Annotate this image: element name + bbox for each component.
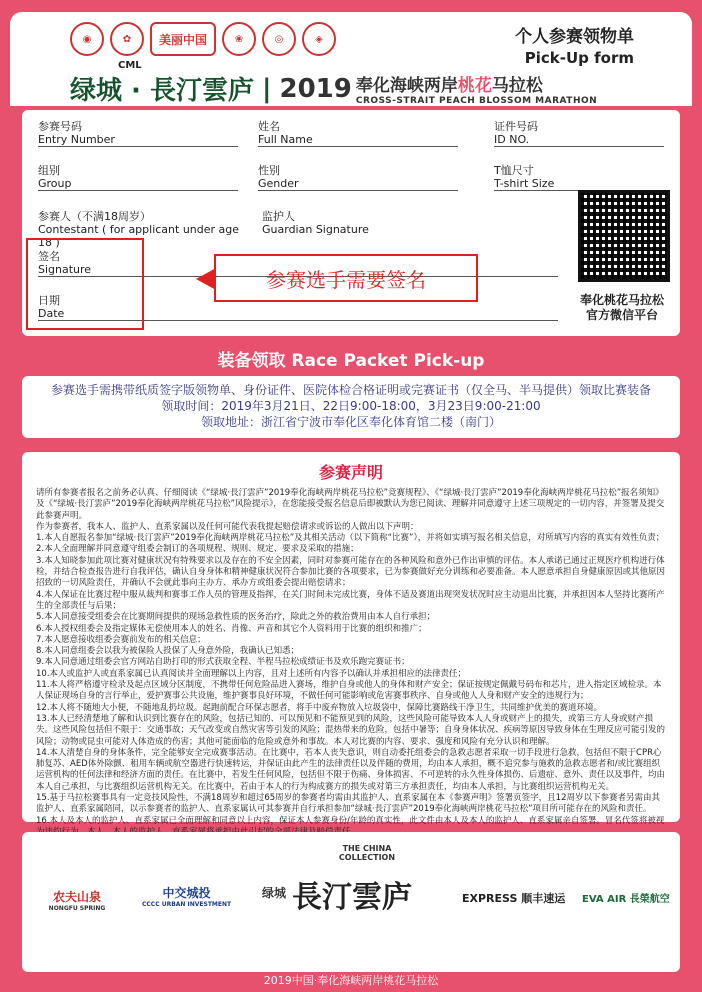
title-sub (356, 71, 597, 106)
sponsor-logo-icon: ◈ (302, 22, 336, 56)
qr-code-icon (578, 190, 670, 282)
sponsor-logos (70, 22, 336, 56)
date-field[interactable]: 日期 Date (38, 294, 558, 321)
sponsor-logo-icon: ✿ (110, 22, 144, 56)
form-title (515, 22, 634, 67)
nongfu-logo: 农夫山泉 NONGFU SPRING (48, 890, 106, 912)
sponsor-logo-icon: ❀ (222, 22, 256, 56)
sponsor-logo-icon: ◉ (70, 22, 104, 56)
declaration-box (22, 452, 680, 826)
sponsors-box (22, 832, 680, 972)
title-cn: 奉化海峡两岸桃花马拉松 (355, 76, 543, 96)
signature-field[interactable]: 签名 Signature (38, 250, 558, 277)
changting-logo: 長汀雲庐 (292, 880, 412, 915)
entrant-info-box (22, 110, 680, 336)
gender-field[interactable]: 性别 Gender (258, 164, 458, 191)
sign-note-arrow: 参赛选手需要签名 (214, 254, 478, 302)
form-title-cn: 个人参赛领物单 (515, 27, 634, 47)
pickup-box (22, 376, 680, 438)
form-title-en: Pick-Up form (524, 49, 634, 67)
guardian-field[interactable]: 监护人 Guardian Signature (262, 210, 369, 236)
id-field[interactable]: 证件号码 ID NO. (494, 120, 664, 147)
header (10, 12, 692, 106)
title-separator: | (261, 73, 272, 104)
lvcheng-label: 绿城 (262, 886, 287, 900)
footer: 2019中国·奉化海峡两岸桃花马拉松 (263, 974, 439, 987)
name-field[interactable]: 姓名 Full Name (258, 120, 458, 147)
title-en: CROSS-STRAIT PEACH BLOSSOM MARATHON (355, 96, 598, 106)
contestant-label: 参赛人（不满18周岁） Contestant ( for applicant under age 18 ) (38, 210, 240, 249)
sponsor-logo-icon: ◎ (262, 22, 296, 56)
china-collection-logo: THE CHINA COLLECTION (338, 844, 396, 862)
pickup-line-1: 参赛选手需携带纸质签字版领物单、身份证件、医院体检合格证明或完赛证书（仅全马、半马提供）领取比赛装备 (50, 383, 651, 397)
brand: 绿城 · 長汀雲庐 (70, 76, 254, 106)
pickup-line-2: 领取时间：2019年3月21日、22日9:00-18:00，3月23日9:00-21:00 (161, 399, 541, 413)
eva-air-logo: EVA AIR 長榮航空 (582, 894, 670, 905)
pickup-line-3: 领取地址：浙江省宁波市奉化区奉化体育馆二楼（南门） (200, 415, 501, 429)
declaration-body: 请所有参赛者报名之前务必认真、仔细阅读《“绿城·長汀雲庐”2019奉化海峡两岸桃花马拉松”竞赛规程》、《“绿城·長汀雲庐”2019奉化海峡两岸桃花马拉松”报名须知》及《“绿城·長汀雲庐”2019奉化海峡两岸桃花马拉松”风险提示》，在您能接受报名信息后即被默认为您已阅读、理解并同意遵守上述三项规定的一切内容，并签署及提交此参赛声明。 作为参赛者，我本人、监护人、直系家属以及任何可能代表我提起赔偿请求或诉讼的人做出以下声明： 1.本人自愿报名参加“绿城·長汀雲庐”2019奉化海峡两岸桃花马拉松”及其相关活动（以下简称“比赛”），并将如实填写报名相关信息，对所填写内容的真实有效性负责； 2.本人全面理解并同意遵守组委会制订的各项规程、规则、规定、要求及采取的措施； 3.本人知晓参加此项比赛对健康状况有特殊要求以及存在的不安全因素，同时对参赛可能存在的各种风险和意外已作出审慎的评估。本人承诺已通过正规医疗机构进行体检，并结合检查报告进行自我评估，确认自身身体和精神健康状况符合参加比赛的各项要求，已为参赛做好充分训练和必要准备。本人愿意承担自身健康原因或其他原因招致的一切风险责任，并确认不会就此事向主办方、承办方或组委会提出赔偿请求； 4.本人保证在比赛过程中服从裁判和赛事工作人员的管理及指挥，在关门时间未完成比赛，身体不适及赛道出现突发状况时应主动退出比赛，并承担因本人坚持比赛所产生的全部责任与后果； 5.本人同意接受组委会在比赛期间提供的现场急救性质的医务治疗，除此之外的救治费用由本人自行承担； 6.本人授权组委会及指定媒体无偿使用本人的姓名、肖像、声音和其它个人资料用于比赛的组织和推广； 7.本人愿意接收组委会赛前发布的相关信息； 8.本人同意组委会以我为被保险人投保了人身意外险，我确认已知悉； 9.本人同意通过组委会官方网站自助打印的形式获取全程、半程马拉松成绩证书及欢乐跑完赛证书； 10.本人或监护人或直系家属已认真阅读并全面理解以上内容，且对上述所有内容予以确认并承担相应的法律责任； 11.本人将严格遵守检录及起点区域分区制度，不携带任何危险品进入赛场，维护自身或他人的身体和财产安全；保证按规定佩戴号码布和芯片，进入指定区域检录。本人保证现场自身的言行举止，爱护赛事公共设施，维护赛事良好环境，不做任何可能影响或危害赛事秩序、自身或他人人身和财产安全的违规行为； 12.本人将不随地大小便，不随地乱扔垃圾。起跑前配合环保志愿者，将手中废弃物放入垃圾袋中，保障比赛路线干净卫生，共同维护优美的赛道环境。 13.本人已经清楚地了解和认识到比赛存在的风险，包括已知的、可以预见和不能预见到的风险，这些风险可能导致本人人身或财产上的损失，或第三方人身或财产损失。这些风险包括但不限于：交通事故；天气改变或自然灾害等引发的风险；混热带来的危险，包括中暑等；自身身体状况、疾病等原因导致身体在生理反应可能引发的风险；动物或昆虫可能对人体造成的伤害；其他可能面临的危险或意外和事故。本人对比赛的内容、要求、强度和风险有充分认识和理解。 14.本人清楚自身的身体条件，完全能够安全完成赛事活动。在比赛中，若本人丧失意识，则自动委托组委会的急救志愿者采取一切手段进行急救，包括但不限于CPR心肺复苏、AED体外除颤、租用车辆或航空器进行快速转运，并保证由此产生的法律责任以及伴随的费用，均由本人承担，概不追究参与施救的急救志愿者和/或比赛组织运营机构的任何法律和经济方面的责任。在比赛中，若发生任何风险，包括但不限于伤痛、身体损害、不可逆转的永久性身体损伤、后遗症、意外、责任以及事件，均由本人自己承担，与比赛组织运营机构无关。在比赛中，若由于本人的行为构成赛方的损失或对第三方承担责任，均由本人承担，与比赛组织运营机构无关。 15.基于马拉松赛事具有一定竞技风险性，不满18周岁和超过65周岁的参赛者均需由其监护人、直系家属在本《参赛声明》签署页签字，且12周岁以下参赛者另需由其监护人、直系家属陪同，以示参赛者的监护人、直系家属认可其参赛并自行承担参加“绿城·長汀雲庐”2019奉化海峡两岸桃花马拉松”项目所可能存在的风险和责任。 16.本人及本人的监护人、直系家属已全面理解和同意以上内容，保证本人参赛身份/年龄的真实性，此文件由本人及本人的监护人、直系家属亲自签署。冒名代签将被视 (36, 488, 666, 826)
cccc-logo: 中交城投 CCCC URBAN INVESTMENT (142, 886, 232, 908)
declaration-title: 参赛声明 (318, 463, 383, 482)
cml-label: CML (118, 60, 142, 71)
pickup-title: 装备领取 Race Packet Pick-up (217, 351, 485, 371)
year: 2019 (279, 73, 352, 104)
beautiful-china-logo: 美丽中国 (150, 22, 216, 56)
sf-express-logo: EXPRESS 顺丰速运 (462, 892, 566, 905)
qr-label: 奉化桃花马拉松 官方微信平台 (579, 293, 664, 322)
entry-number-field[interactable]: 参赛号码 Entry Number (38, 120, 238, 147)
tshirt-field[interactable]: T恤尺寸 T-shirt Size (494, 164, 664, 191)
signature-highlight-box (26, 238, 144, 330)
group-field[interactable]: 组别 Group (38, 164, 238, 191)
event-title (70, 70, 597, 107)
